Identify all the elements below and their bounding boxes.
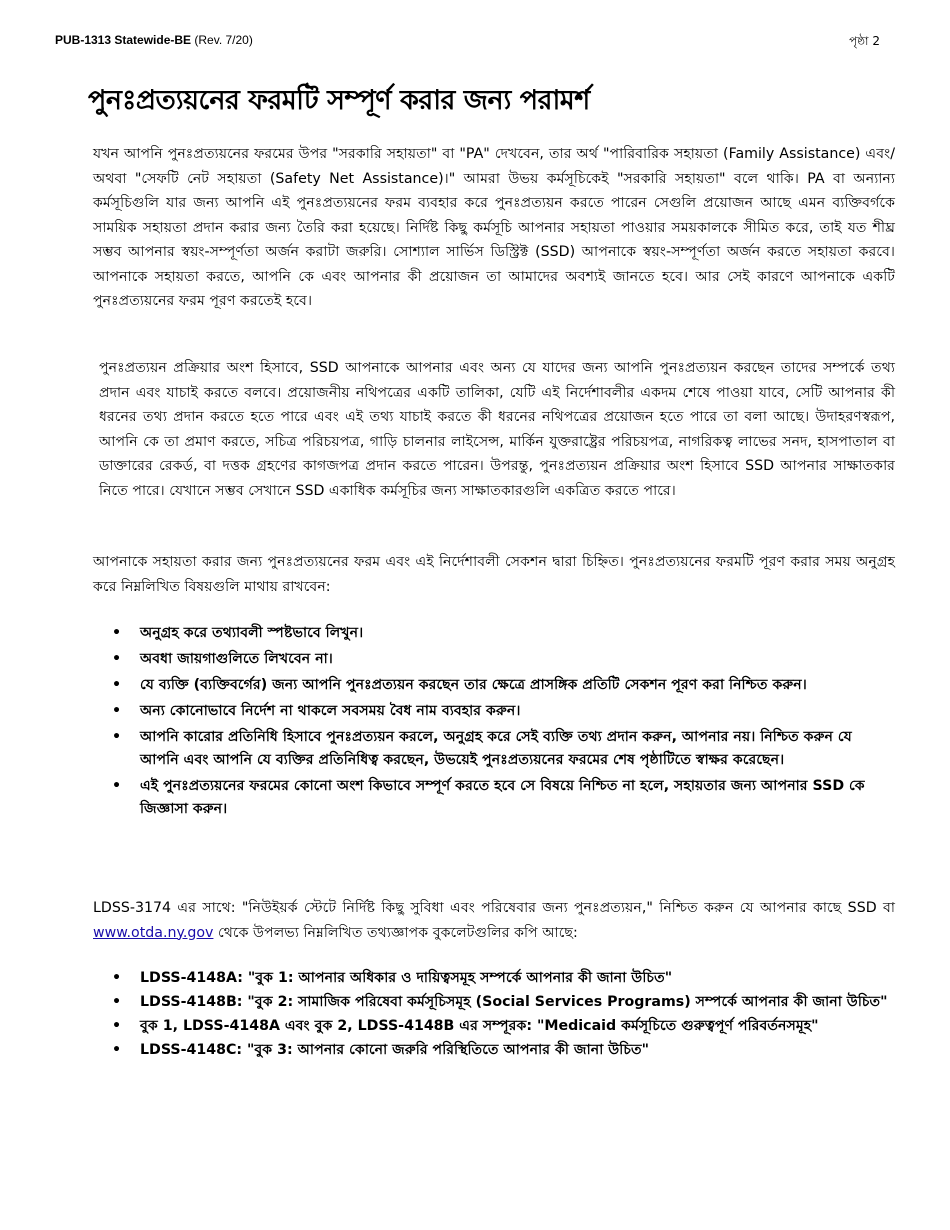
process-paragraph: পুনঃপ্রত্যয়ন প্রক্রিয়ার অংশ হিসাবে, SSD আপনাকে আপনার এবং অন্য যে যাদের জন্য আপনি পুনঃপ্রত্যয়ন করছেন তাদের সম্পর্কে তথ্য প্রদান এবং যাচাই করতে বলবে। প্রয়োজনীয় নথিপত্রের একটি তালিকা, যেটি এই নির্দেশাবলীর একদম শেষে পাওয়া যাবে, সেটি আপনার কী ধরনের তথ্য প্রদান করতে হতে পারে এবং এই তথ্য যাচাই করতে কী ধরনের নথিপত্রের প্রয়োজন হতে পারে তা বলা আছে। উদাহরণস্বরূপ, আপনি কে তা প্রমাণ করতে, সচিত্র পরিচয়পত্র, গাড়ি চালনার লাইসেন্স, মার্কিন যুক্তরাষ্ট্রের পরিচয়পত্র, নাগরিকত্ব লাভের সনদ, হাসপাতাল বা ডাক্তারের রেকর্ড, বা দত্তক গ্রহণের কাগজপত্র প্রদান করতে পারেন। উপরন্তু, পুনঃপ্রত্যয়ন প্রক্রিয়ার অংশ হিসাবে SSD আপনার সাক্ষাতকার নিতে পারে। যেখানে সম্ভব সেখানে SSD একাধিক কর্মসূচির জন্য সাক্ষাতকারগুলি একত্রিত করতে পারে। bbox=[99, 360, 895, 499]
booklets-list bbox=[112, 967, 895, 1063]
form-code: PUB-1313 Statewide-BE bbox=[55, 33, 192, 47]
list-item: • যে ব্যক্তি (ব্যক্তিবর্গের) জন্য আপনি পুনঃপ্রত্যয়ন করছেন তার ক্ষেত্রে প্রাসঙ্গিক প্রতিটি সেকশন পূরণ করা নিশ্চিত করুন। bbox=[112, 674, 895, 697]
list-item: • অন্য কোনোভাবে নির্দেশ না থাকলে সবসময় বৈধ নাম ব্যবহার করুন। bbox=[112, 700, 895, 723]
list-item: • LDSS-4148B: "বুক 2: সামাজিক পরিষেবা কর্মসূচিসমূহ (Social Services Programs) সম্পর্কে আপনার কী জানা উচিত" bbox=[112, 991, 895, 1014]
list-item: • LDSS-4148C: "বুক 3: আপনার কোনো জরুরি পরিস্থিতিতে আপনার কী জানা উচিত" bbox=[112, 1039, 895, 1062]
list-item: • LDSS-4148A: "বুক 1: আপনার অধিকার ও দায়িত্বসমূহ সম্পর্কে আপনার কী জানা উচিত" bbox=[112, 967, 895, 990]
form-revision: (Rev. 7/20) bbox=[194, 33, 253, 47]
intro-paragraph: যখন আপনি পুনঃপ্রত্যয়নের ফরমের উপর "সরকারি সহায়তা" বা "PA" দেখবেন, তার অর্থ "পারিবারিক সহায়তা (Family Assistance) এবং/অথবা "সেফটি নেট সহায়তা (Safety Net Assistance)।" আমরা উভয় কর্মসূচিকেই "সরকারি সহায়তা" বলে থাকি। PA বা অন্যান্য কর্মসূচিগুলি যার জন্য আপনি এই পুনঃপ্রত্যয়নের ফরম ব্যবহার করে পুনঃপ্রত্যয়ন করতে পারেন সেগুলি প্রয়োজন আছে এমন ব্যক্তিবর্গকে সাময়িক সহায়তা প্রদান করার জন্য তৈরি করা হয়েছে। নির্দিষ্ট কিছু কর্মসূচি আপনার সহায়তা পাওয়ার সময়কালকে সীমিত করে, তাই যত শীঘ্র সম্ভব আপনার স্বয়ং-সম্পূর্ণতা অর্জন করাটা জরুরি। সোশ্যাল সার্ভিস ডিস্ট্রিক্ট (SSD) আপনাকে স্বয়ং-সম্পূর্ণতা অর্জন করতে সহায়তা করবে। আপনাকে সহায়তা করতে, আপনি কে এবং আপনার কী প্রয়োজন তা আমাদের অবশ্যই জানতে হবে। আর সেই কারণে আপনাকে একটি পুনঃপ্রত্যয়নের ফরম পূরণ করতেই হবে। bbox=[93, 146, 895, 309]
otda-website-link[interactable]: www.otda.ny.gov bbox=[93, 924, 214, 941]
list-item: • অনুগ্রহ করে তথ্যাবলী স্পষ্টভাবে লিখুন। bbox=[112, 622, 895, 645]
form-code-header bbox=[55, 33, 253, 47]
booklets-intro-text: LDSS-3174 এর সাথে: "নিউইয়র্ক স্টেটে নির্দিষ্ট কিছু সুবিধা এবং পরিষেবার জন্য পুনঃপ্রত্যয়ন," নিশ্চিত করুন যে আপনার কাছে SSD বা bbox=[93, 900, 895, 916]
list-item: • আপনি কারোর প্রতিনিধি হিসাবে পুনঃপ্রত্যয়ন করলে, অনুগ্রহ করে সেই ব্যক্তি তথ্য প্রদান করুন, আপনার নয়। নিশ্চিত করুন যে আপনি এবং আপনি যে ব্যক্তির প্রতিনিধিত্ব করছেন, উভয়েই পুনঃপ্রত্যয়নের ফরমের শেষ পৃষ্ঠাটিতে স্বাক্ষর করেছেন। bbox=[112, 726, 895, 772]
page-title: পুনঃপ্রত্যয়নের ফরমটি সম্পূর্ণ করার জন্য পরামর্শ bbox=[88, 85, 590, 116]
tips-intro-paragraph: আপনাকে সহায়তা করার জন্য পুনঃপ্রত্যয়নের ফরম এবং এই নির্দেশাবলী সেকশন দ্বারা চিহ্নিত। পুনঃপ্রত্যয়নের ফরমটি পূরণ করার সময় অনুগ্রহ করে নিম্নলিখিত বিষয়গুলি মাথায় রাখবেন: bbox=[93, 554, 895, 595]
list-item: • এই পুনঃপ্রত্যয়নের ফরমের কোনো অংশ কিভাবে সম্পূর্ণ করতে হবে সে বিষয়ে নিশ্চিত না হলে, সহায়তার জন্য আপনার SSD কে জিজ্ঞাসা করুন। bbox=[112, 775, 895, 821]
tips-list bbox=[112, 622, 895, 824]
booklets-intro-text-end: থেকে উপলভ্য নিম্নলিখিত তথ্যজ্ঞাপক বুকলেটগুলির কপি আছে: bbox=[213, 924, 578, 941]
list-item: • অবধা জায়গাগুলিতে লিখবেন না। bbox=[112, 648, 895, 671]
page-number: পৃষ্ঠা 2 bbox=[849, 34, 880, 48]
booklets-intro-paragraph bbox=[93, 896, 895, 945]
list-item: • বুক 1, LDSS-4148A এবং বুক 2, LDSS-4148B এর সম্পূরক: "Medicaid কর্মসূচিতে গুরুত্বপূর্ণ পরিবর্তনসমূহ" bbox=[112, 1015, 895, 1038]
